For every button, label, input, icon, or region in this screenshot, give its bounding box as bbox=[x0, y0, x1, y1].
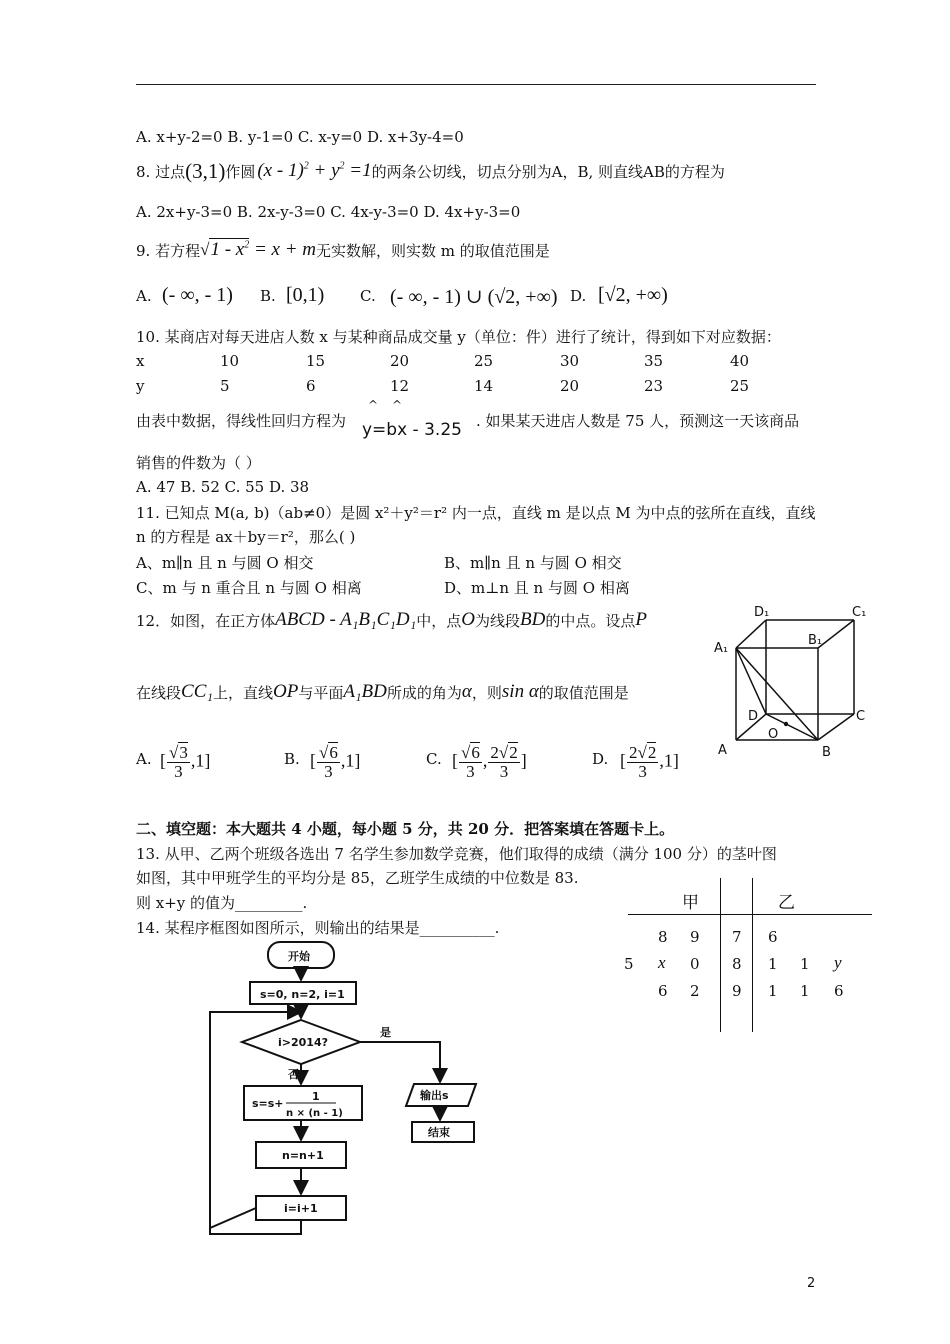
q8-circle-sq1: 2 bbox=[303, 160, 309, 172]
leaf-right: 1 bbox=[768, 982, 778, 1000]
q12-line2-mid3: 所成的角为 bbox=[386, 683, 462, 702]
q9-radicand-sq: 2 bbox=[244, 239, 250, 251]
q12-line2-mid4: ，则 bbox=[471, 683, 502, 702]
page-number: 2 bbox=[807, 1276, 816, 1291]
stem-leaf-right-rule bbox=[752, 878, 753, 1032]
q10-hat-y: ^ bbox=[368, 398, 379, 412]
q12-options bbox=[136, 744, 716, 796]
stem-leaf-header-right: 乙 bbox=[778, 893, 795, 913]
q10-x-label: x bbox=[136, 352, 145, 370]
stem-value: 9 bbox=[732, 982, 742, 1000]
q12-line1 bbox=[136, 600, 647, 640]
flow-no-text: 否 bbox=[288, 1068, 299, 1081]
leaf-left: 2 bbox=[690, 982, 700, 1000]
q10-y-cell: 12 bbox=[390, 377, 410, 395]
leaf-right: 1 bbox=[800, 955, 810, 973]
q11-option-b: B、m∥n 且 n 与圆 O 相交 bbox=[444, 554, 622, 572]
label-d1: D₁ bbox=[754, 605, 770, 620]
q11-option-c: C、m 与 n 重合且 n 与圆 O 相离 bbox=[136, 579, 362, 597]
q13-line2: 如图，其中甲班学生的平均分是 85，乙班学生成绩的中位数是 83. bbox=[136, 869, 579, 887]
q9-option-d-label: D. bbox=[570, 287, 587, 305]
q10-x-row bbox=[136, 352, 816, 374]
stem-value: 8 bbox=[732, 955, 742, 973]
flow-calc-num: 1 bbox=[312, 1090, 320, 1103]
q9-rhs: = x + m bbox=[249, 239, 316, 260]
q8-prefix: 8. 过点 bbox=[136, 162, 186, 181]
stem-leaf-left-rule bbox=[720, 878, 721, 1032]
q10-regression-line bbox=[136, 398, 826, 446]
q10-y-cell: 6 bbox=[306, 377, 316, 395]
q12-option-b-label: B. bbox=[284, 750, 300, 768]
q10-y-cell: 23 bbox=[644, 377, 664, 395]
q9-radicand bbox=[209, 238, 249, 260]
q10-y-cell: 25 bbox=[730, 377, 750, 395]
question-8 bbox=[136, 153, 725, 189]
q12-mid2: 为线段 bbox=[474, 611, 520, 630]
label-d: D bbox=[748, 709, 759, 724]
q10-regression-equation: y=bx - 3.25 bbox=[362, 420, 462, 440]
q8-mid: 作圆 bbox=[225, 162, 256, 181]
q8-circle-sq2: 2 bbox=[339, 160, 345, 172]
q12-prefix: 12．如图，在正方体 bbox=[136, 611, 276, 630]
q12-line2-prefix: 在线段 bbox=[136, 683, 182, 702]
q12-mid1: 中，点 bbox=[416, 611, 462, 630]
label-b: B bbox=[822, 745, 831, 760]
leaf-right: 6 bbox=[834, 982, 844, 1000]
stem-value: 7 bbox=[732, 928, 742, 946]
leaf-left-x: x bbox=[658, 953, 666, 972]
q11-option-a: A、m∥n 且 n 与圆 O 相交 bbox=[136, 554, 314, 572]
section-2-heading: 二、填空题：本大题共 4 小题，每小题 5 分，共 20 分．把答案填在答题卡上。 bbox=[136, 820, 675, 838]
q12-p: P bbox=[635, 609, 647, 630]
q12-option-d: [ $\frac{2√2}{3}$ ,1] bbox=[620, 743, 679, 781]
stem-leaf-header-rule bbox=[628, 914, 872, 915]
q10-y-row bbox=[136, 377, 816, 399]
q12-line2-suffix: 的取值范围是 bbox=[538, 683, 629, 702]
q12-line2-mid2: 与平面 bbox=[298, 683, 344, 702]
q10-y-cell: 14 bbox=[474, 377, 494, 395]
q9-option-c-label: C. bbox=[360, 287, 376, 305]
q12-option-a-label: A. bbox=[136, 750, 152, 768]
q9-equation bbox=[200, 239, 316, 261]
q12-sin: sin α bbox=[501, 681, 539, 702]
q11-line2: n 的方程是 ax＋by＝r²，那么( ) bbox=[136, 528, 356, 546]
leaf-right: 1 bbox=[768, 955, 778, 973]
q10-y-cell: 20 bbox=[560, 377, 580, 395]
q12-bd: BD bbox=[519, 609, 546, 630]
q9-prefix: 9. 若方程 bbox=[136, 241, 201, 260]
q10-x-cell: 15 bbox=[306, 352, 326, 370]
flow-calc-prefix: s=s+ bbox=[252, 1097, 284, 1110]
q12-option-c: [ $\frac{√6}{3}$ , $\frac{2√2}{3}$ ] bbox=[452, 743, 527, 781]
question-9 bbox=[136, 234, 550, 266]
leaf-left: 6 bbox=[658, 982, 668, 1000]
leaf-right: 6 bbox=[768, 928, 778, 946]
q8-suffix: 的两条公切线，切点分别为A，B, 则直线AB的方程为 bbox=[371, 162, 725, 181]
label-a1: A₁ bbox=[714, 641, 729, 656]
q10-x-cell: 40 bbox=[730, 352, 750, 370]
q8-point: (3,1) bbox=[185, 158, 226, 183]
q8-options: A. 2x+y-3=0 B. 2x-y-3=0 C. 4x-y-3=0 D. 4x+y-3=0 bbox=[136, 203, 521, 221]
q12-line2-mid1: 上，直线 bbox=[212, 683, 273, 702]
q10-x-cell: 30 bbox=[560, 352, 580, 370]
q10-x-cell: 25 bbox=[474, 352, 494, 370]
q10-line1-suffix: . 如果某天进店人数是 75 人，预测这一天该商品 bbox=[476, 412, 800, 430]
q12-line2 bbox=[136, 672, 629, 712]
leaf-left: 0 bbox=[690, 955, 700, 973]
q9-radicand-text: 1 - x bbox=[210, 239, 245, 260]
q12-a1bd: A₁BD bbox=[343, 681, 387, 702]
q9-option-b-label: B. bbox=[260, 287, 276, 305]
header-rule bbox=[136, 84, 816, 85]
leaf-right: 1 bbox=[800, 982, 810, 1000]
label-c1: C₁ bbox=[852, 605, 867, 620]
q10-stem: 10. 某商店对每天进店人数 x 与某种商品成交量 y（单位：件）进行了统计，得到如下对应数据： bbox=[136, 328, 781, 346]
q12-mid3: 的中点。设点 bbox=[545, 611, 636, 630]
q12-alpha: α bbox=[461, 681, 472, 702]
q12-op: OP bbox=[272, 681, 299, 702]
q10-y-label: y bbox=[136, 377, 145, 395]
label-a: A bbox=[718, 743, 727, 758]
flow-step-n-text: n=n+1 bbox=[282, 1149, 324, 1162]
q13-line3: 则 x+y 的值为_________. bbox=[136, 894, 308, 912]
flow-init-text: s=0, n=2, i=1 bbox=[260, 988, 345, 1001]
q14: 14. 某程序框图如图所示，则输出的结果是__________. bbox=[136, 919, 500, 937]
q7-options: A. x+y-2=0 B. y-1=0 C. x-y=0 D. x+3y-4=0 bbox=[136, 128, 464, 146]
q9-option-c: (- ∞, - 1) ∪ (√2, +∞) bbox=[390, 286, 558, 308]
q10-options: A. 47 B. 52 C. 55 D. 38 bbox=[136, 478, 310, 496]
q12-option-d-label: D. bbox=[592, 750, 609, 768]
q10-x-cell: 20 bbox=[390, 352, 410, 370]
q10-line2: 销售的件数为（ ） bbox=[136, 454, 261, 472]
q10-hat-b: ^ bbox=[392, 398, 403, 412]
q8-circle-left: (x - 1) bbox=[257, 160, 304, 181]
flow-start-text: 开始 bbox=[288, 950, 310, 963]
q12-option-a: [ $\frac{√3}{3}$ ,1] bbox=[160, 743, 211, 781]
stem-leaf-plot bbox=[624, 878, 872, 1034]
q12-cube: ABCD - A₁B₁C₁D₁ bbox=[275, 609, 417, 630]
q9-option-b: [0,1) bbox=[286, 284, 325, 306]
q8-circle-equation bbox=[257, 160, 371, 182]
label-b1: B₁ bbox=[808, 633, 823, 648]
q12-cc1: CC₁ bbox=[181, 681, 213, 702]
q9-option-a-label: A. bbox=[136, 287, 152, 305]
q9-options bbox=[136, 282, 696, 312]
q11-option-d: D、m⊥n 且 n 与圆 O 相离 bbox=[444, 579, 630, 597]
q10-x-cell: 35 bbox=[644, 352, 664, 370]
q9-option-a: (- ∞, - 1) bbox=[162, 284, 233, 306]
q10-line1-prefix: 由表中数据，得线性回归方程为 bbox=[136, 412, 347, 430]
flowchart bbox=[200, 936, 490, 1242]
label-c: C bbox=[856, 709, 866, 724]
q9-option-d: [√2, +∞) bbox=[598, 284, 668, 306]
q8-circle-eq: =1 bbox=[344, 160, 372, 181]
sqrt-icon: √ bbox=[200, 240, 210, 259]
leaf-left: 8 bbox=[658, 928, 668, 946]
cube-figure bbox=[710, 600, 880, 770]
q8-circle-plus: + y bbox=[308, 160, 340, 181]
stem-leaf-header-left: 甲 bbox=[682, 893, 699, 913]
flow-output-text: 输出s bbox=[420, 1089, 449, 1102]
q10-y-cell: 5 bbox=[220, 377, 230, 395]
flow-yes-text: 是 bbox=[380, 1026, 391, 1039]
q11-line1: 11. 已知点 M(a, b)（ab≠0）是圆 x²＋y²＝r² 内一点，直线 m 是以点 M 为中点的弦所在直线，直线 bbox=[136, 504, 816, 522]
q10-x-cell: 10 bbox=[220, 352, 240, 370]
q12-o: O bbox=[461, 609, 475, 630]
leaf-right-y: y bbox=[834, 953, 842, 972]
leaf-left: 9 bbox=[690, 928, 700, 946]
q13-line1: 13. 从甲、乙两个班级各选出 7 名学生参加数学竞赛，他们取得的成绩（满分 100 分）的茎叶图 bbox=[136, 845, 777, 863]
label-o: O bbox=[768, 727, 779, 742]
flow-end-text: 结束 bbox=[428, 1126, 450, 1139]
leaf-left: 5 bbox=[624, 955, 634, 973]
flow-calc-den: n × (n - 1) bbox=[286, 1108, 343, 1119]
q12-option-b: [ $\frac{√6}{3}$ ,1] bbox=[310, 743, 361, 781]
flow-step-i-text: i=i+1 bbox=[284, 1202, 318, 1215]
q12-option-c-label: C. bbox=[426, 750, 442, 768]
flow-condition-text: i>2014? bbox=[278, 1036, 328, 1049]
q9-suffix: 无实数解，则实数 m 的取值范围是 bbox=[316, 241, 550, 260]
